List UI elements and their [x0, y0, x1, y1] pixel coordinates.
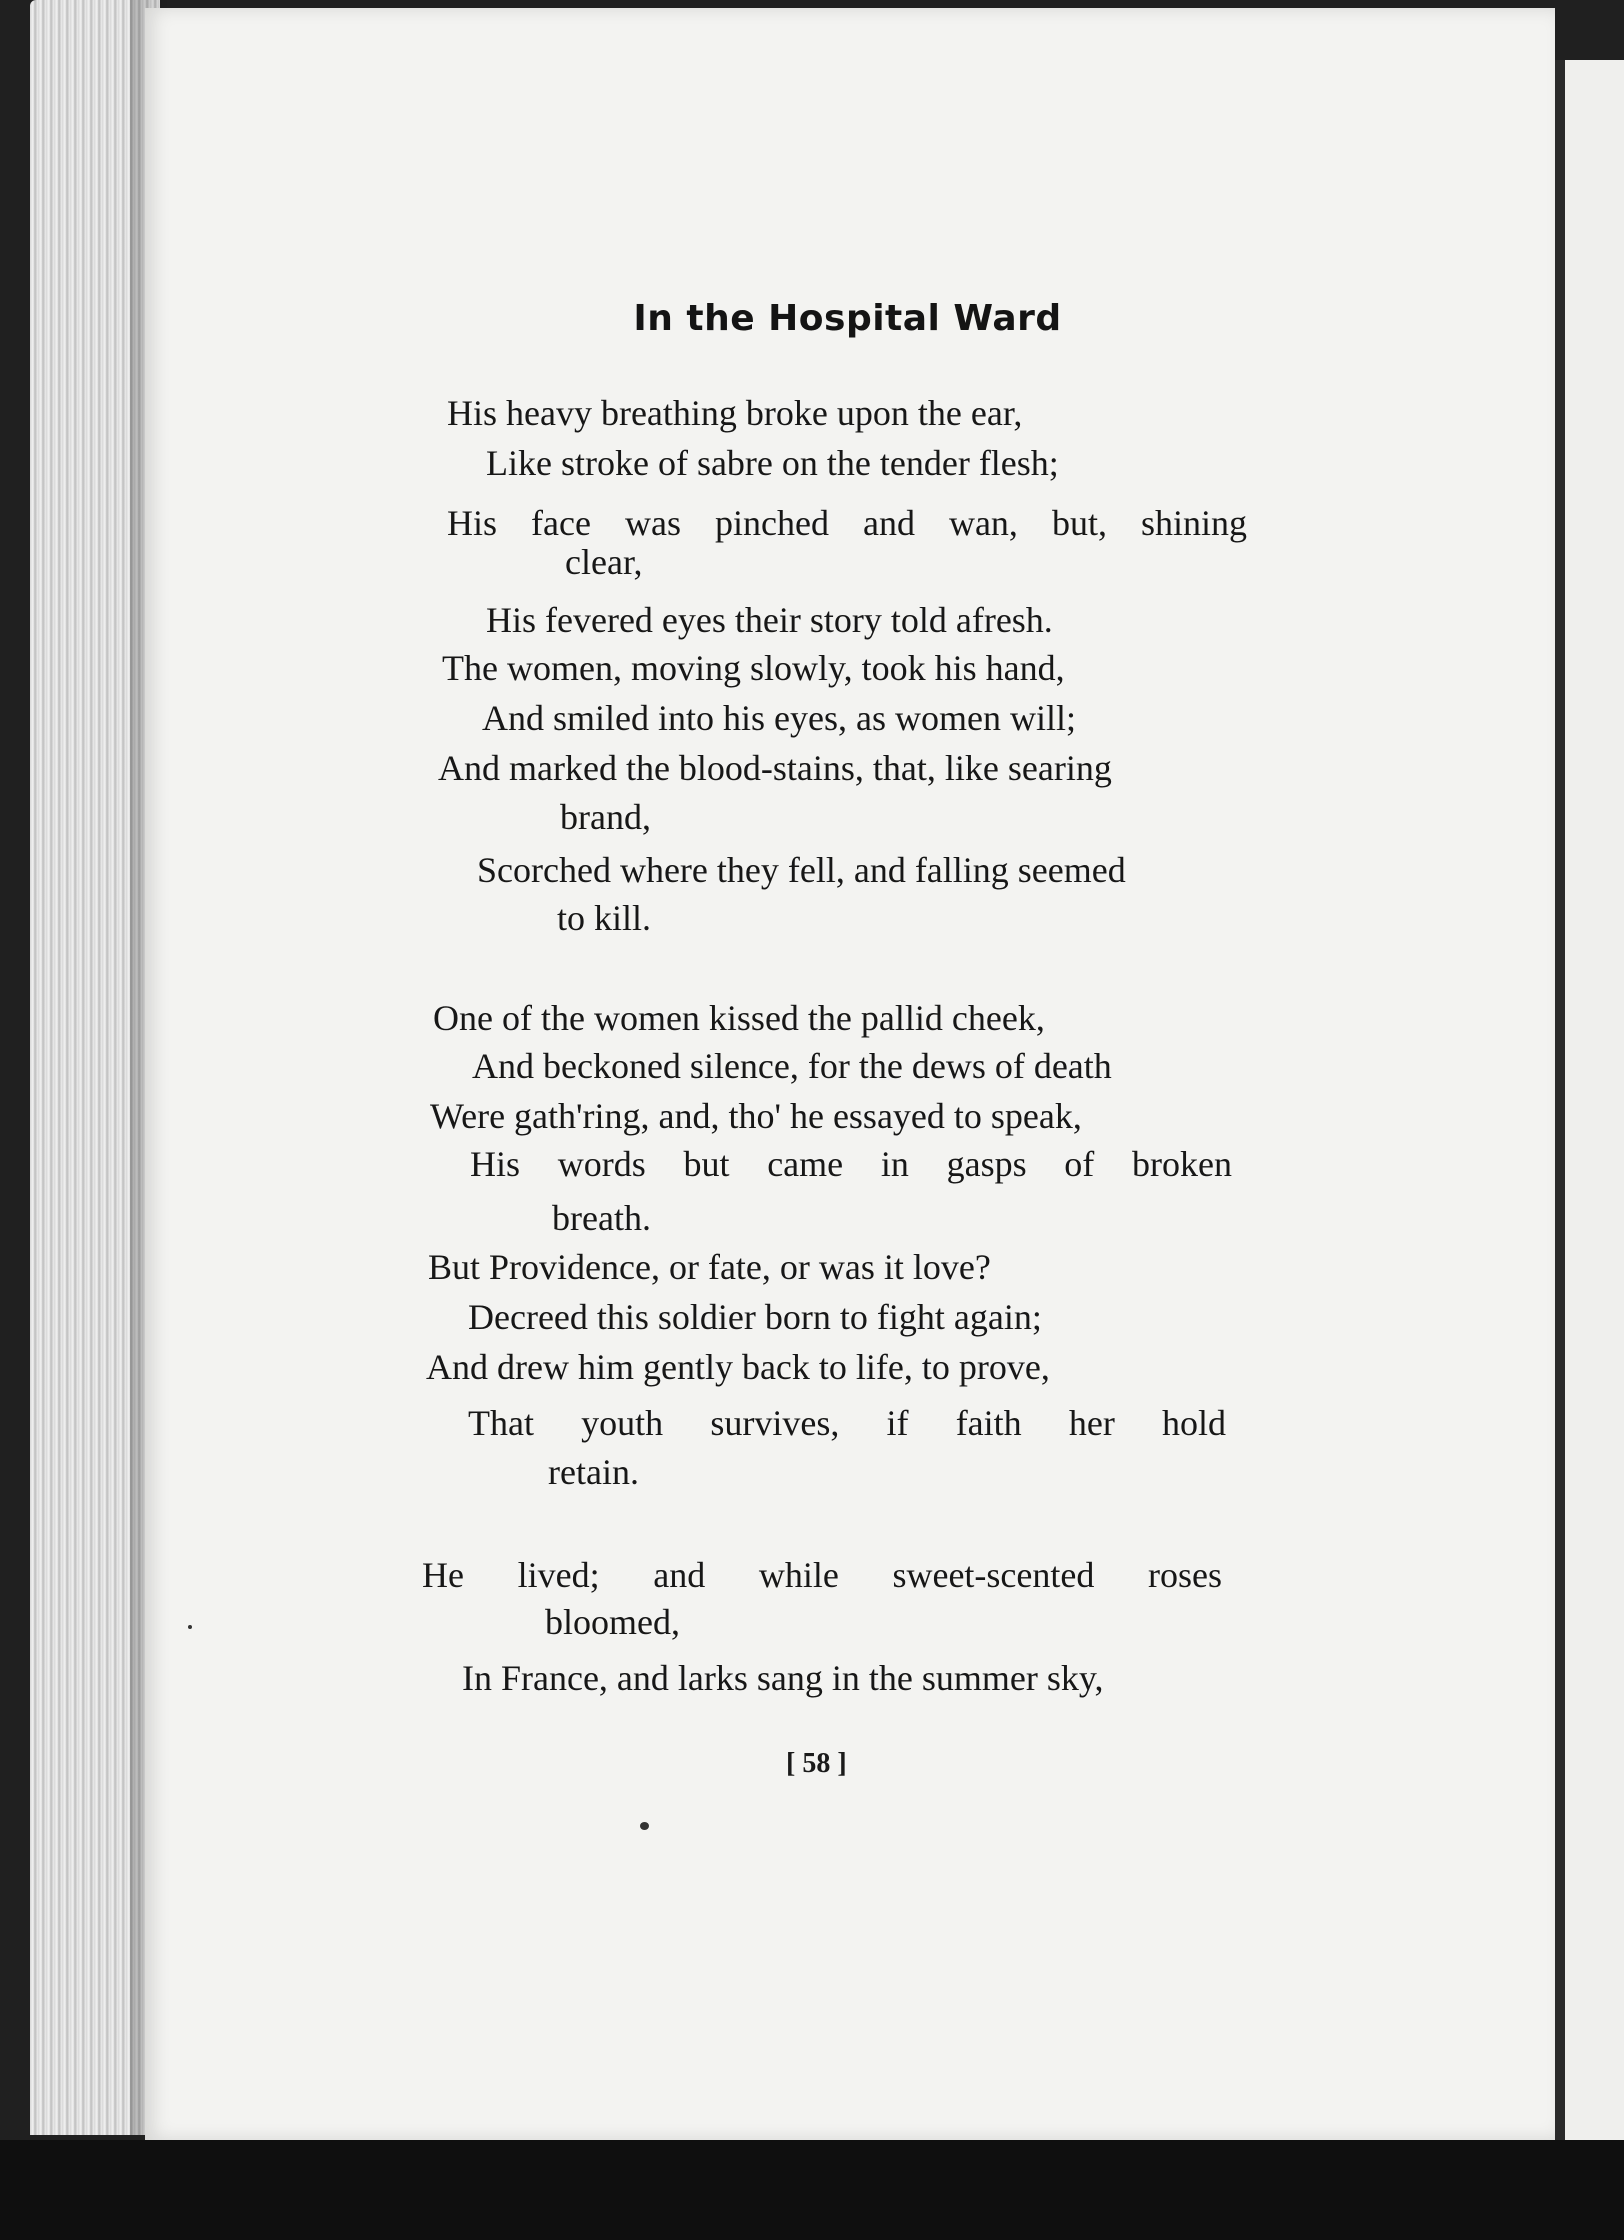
poem-line: And beckoned silence, for the dews of death	[472, 1046, 1112, 1086]
poem-line: brand,	[560, 797, 651, 837]
poem-line: bloomed,	[545, 1602, 680, 1642]
poem-line: And marked the blood-stains, that, like searing	[438, 748, 1112, 788]
poem-line: The women, moving slowly, took his hand,	[442, 648, 1065, 688]
page-number: [ 58 ]	[786, 1748, 847, 1779]
poem-line: to kill.	[557, 898, 652, 938]
poem-line: And smiled into his eyes, as women will;	[482, 698, 1076, 738]
poem-line: Were gath'ring, and, tho' he essayed to speak,	[430, 1096, 1082, 1136]
poem-line: In France, and larks sang in the summer sky,	[462, 1658, 1104, 1698]
poem-line: breath.	[552, 1198, 651, 1238]
poem-line: One of the women kissed the pallid cheek,	[433, 998, 1045, 1038]
poem-line: Scorched where they fell, and falling seemed	[477, 850, 1126, 890]
poem-title: In the Hospital Ward	[633, 298, 1062, 339]
poem-line: His words but came in gasps of broken	[470, 1144, 1232, 1184]
poem-line: Decreed this soldier born to fight again;	[468, 1297, 1042, 1337]
poem-line: His heavy breathing broke upon the ear,	[447, 393, 1023, 433]
poem-line: And drew him gently back to life, to prove,	[426, 1347, 1050, 1387]
poem-line: He lived; and while sweet-scented roses	[422, 1555, 1222, 1595]
poem-line: That youth survives, if faith her hold	[468, 1403, 1226, 1443]
poem-line: His face was pinched and wan, but, shining	[447, 503, 1247, 543]
poem-line: Like stroke of sabre on the tender flesh;	[486, 443, 1059, 483]
poem-line: His fevered eyes their story told afresh.	[486, 600, 1053, 640]
poem-line: retain.	[548, 1452, 639, 1492]
poem-line: clear,	[565, 542, 643, 582]
poem-line: But Providence, or fate, or was it love?	[428, 1247, 991, 1287]
